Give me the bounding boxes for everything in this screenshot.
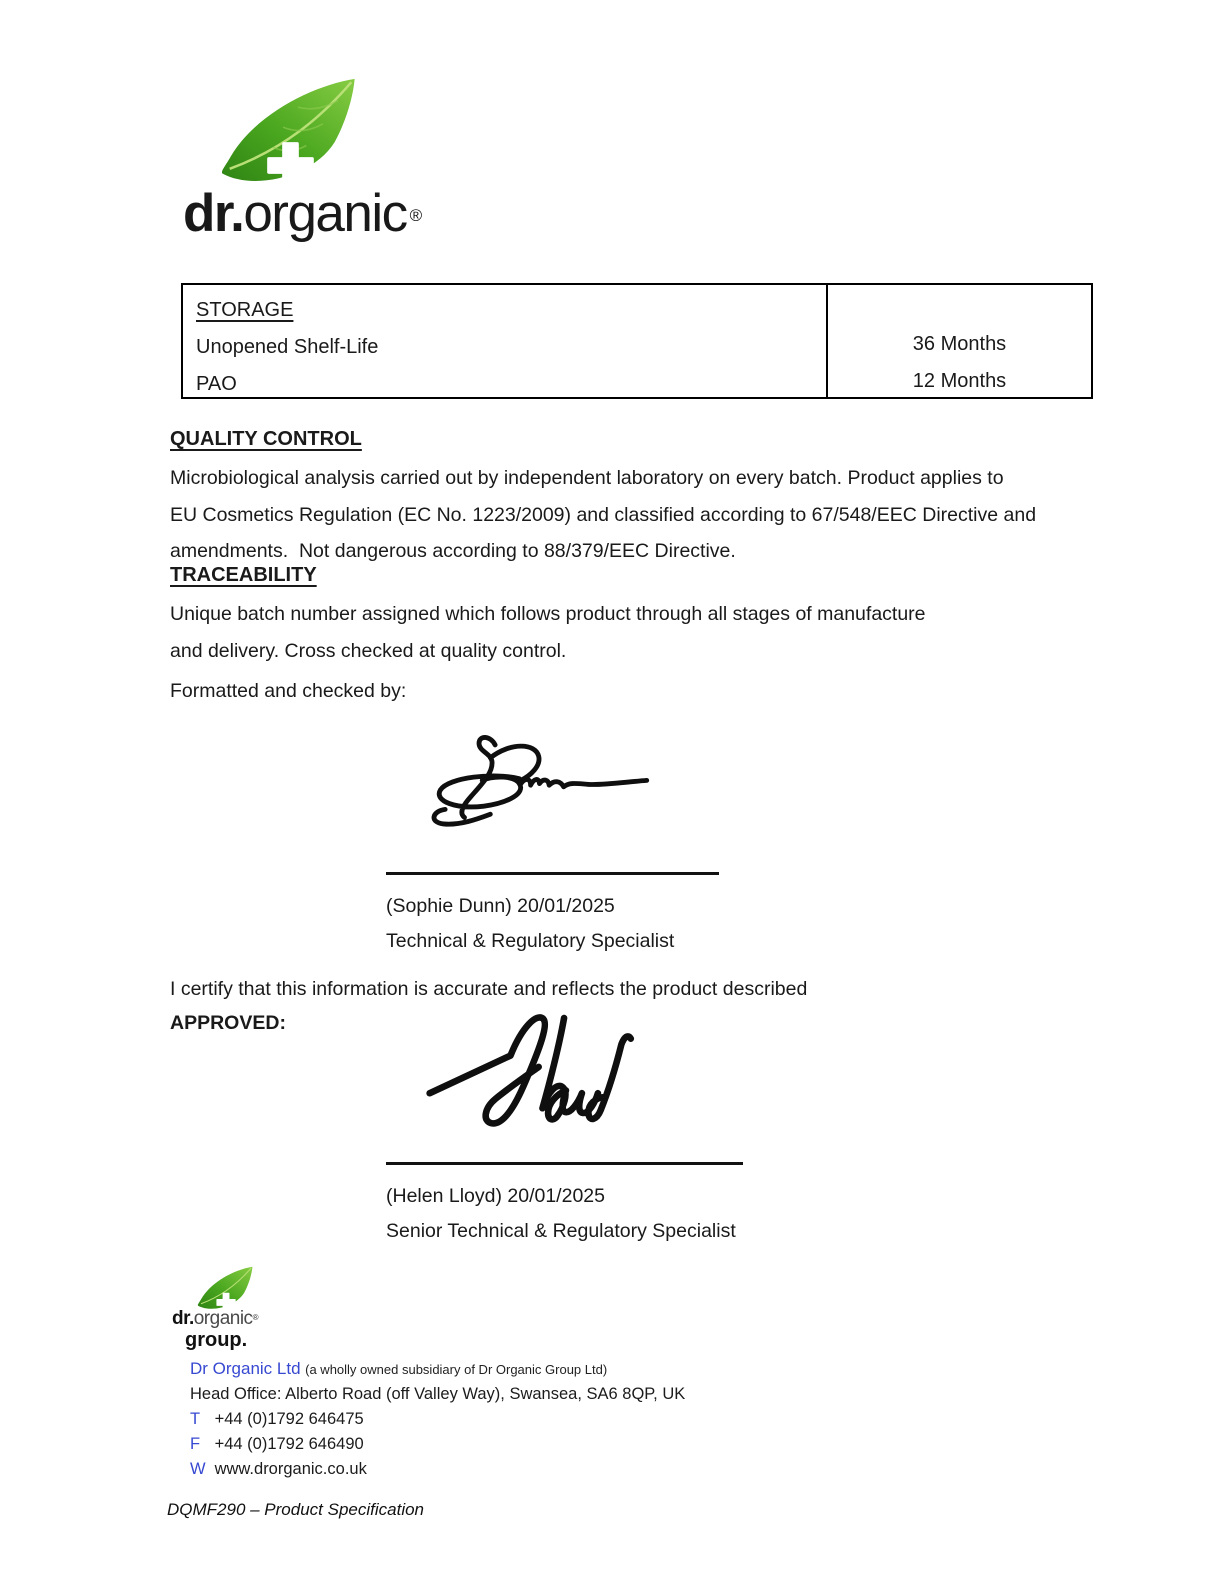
quality-control-line-3: amendments. Not dangerous according to 88/379/EEC Directive. bbox=[170, 540, 736, 562]
leaf-cross-icon-small bbox=[194, 1264, 256, 1312]
signature-2-caption bbox=[386, 1179, 736, 1249]
helen-lloyd-signature bbox=[424, 1010, 706, 1152]
fax-label: F bbox=[190, 1435, 201, 1453]
signature-1-caption bbox=[386, 889, 674, 959]
signature-1-name-date: (Sophie Dunn) 20/01/2025 bbox=[386, 895, 615, 917]
storage-table bbox=[181, 283, 1093, 399]
approved-label: APPROVED: bbox=[170, 1012, 286, 1034]
formatted-by-label: Formatted and checked by: bbox=[170, 680, 407, 702]
storage-table-left-cell bbox=[183, 285, 828, 397]
row-label-unopened-shelf-life: Unopened Shelf-Life bbox=[196, 336, 379, 358]
contact-block bbox=[190, 1356, 685, 1482]
group-wordmark-dr: dr. bbox=[172, 1308, 194, 1329]
phone-number: +44 (0)1792 646475 bbox=[214, 1410, 364, 1428]
group-logo bbox=[172, 1264, 292, 1352]
traceability-section bbox=[170, 560, 1110, 669]
brand-wordmark bbox=[183, 184, 443, 243]
traceability-heading: TRACEABILITY bbox=[170, 564, 317, 586]
quality-control-line-1: Microbiological analysis carried out by independent laboratory on every batch. Product applies to bbox=[170, 467, 1004, 489]
brand-wordmark-dr: dr. bbox=[183, 184, 244, 243]
phone-line bbox=[190, 1407, 685, 1432]
company-note: (a wholly owned subsidiary of Dr Organic Group Ltd) bbox=[305, 1362, 608, 1377]
group-wordmark bbox=[172, 1309, 292, 1328]
storage-table-right-cell bbox=[828, 285, 1091, 397]
group-label: group. bbox=[185, 1329, 248, 1351]
sophie-dunn-signature bbox=[400, 733, 658, 835]
signature-line-1 bbox=[386, 872, 719, 875]
signature-1-title: Technical & Regulatory Specialist bbox=[386, 930, 675, 952]
fax-number: +44 (0)1792 646490 bbox=[214, 1435, 364, 1453]
registered-trademark-icon-small: ® bbox=[252, 1313, 258, 1322]
row-value-unopened-shelf-life: 36 Months bbox=[912, 333, 1007, 355]
document-reference: DQMF290 – Product Specification bbox=[167, 1500, 425, 1519]
company-line bbox=[190, 1356, 685, 1382]
company-name: Dr Organic Ltd bbox=[190, 1359, 301, 1378]
quality-control-section bbox=[170, 424, 1110, 570]
traceability-line-2: and delivery. Cross checked at quality control. bbox=[170, 639, 567, 662]
phone-label: T bbox=[190, 1410, 201, 1428]
traceability-line-1: Unique batch number assigned which follows product through all stages of manufacture bbox=[170, 603, 926, 625]
signature-line-2 bbox=[386, 1162, 743, 1165]
signature-2-name-date: (Helen Lloyd) 20/01/2025 bbox=[386, 1185, 605, 1207]
quality-control-line-2: EU Cosmetics Regulation (EC No. 1223/2009) and classified according to 67/548/EEC Directive and bbox=[170, 503, 1037, 526]
storage-header: STORAGE bbox=[196, 299, 294, 321]
web-line bbox=[190, 1457, 685, 1482]
row-value-pao: 12 Months bbox=[912, 370, 1007, 392]
brand-logo bbox=[183, 72, 443, 241]
certify-statement: I certify that this information is accurate and reflects the product described bbox=[170, 978, 808, 1000]
quality-control-heading: QUALITY CONTROL bbox=[170, 428, 362, 450]
brand-wordmark-organic: organic bbox=[243, 184, 407, 243]
leaf-cross-icon bbox=[213, 72, 363, 189]
web-address: www.drorganic.co.uk bbox=[214, 1460, 367, 1478]
fax-line bbox=[190, 1432, 685, 1457]
group-wordmark-organic: organic bbox=[193, 1308, 253, 1329]
web-label: W bbox=[190, 1460, 206, 1478]
signature-2-title: Senior Technical & Regulatory Specialist bbox=[386, 1220, 736, 1242]
registered-trademark-icon: ® bbox=[409, 206, 423, 225]
address-line: Head Office: Alberto Road (off Valley Way), Swansea, SA6 8QP, UK bbox=[190, 1385, 686, 1403]
row-label-pao: PAO bbox=[196, 373, 237, 395]
